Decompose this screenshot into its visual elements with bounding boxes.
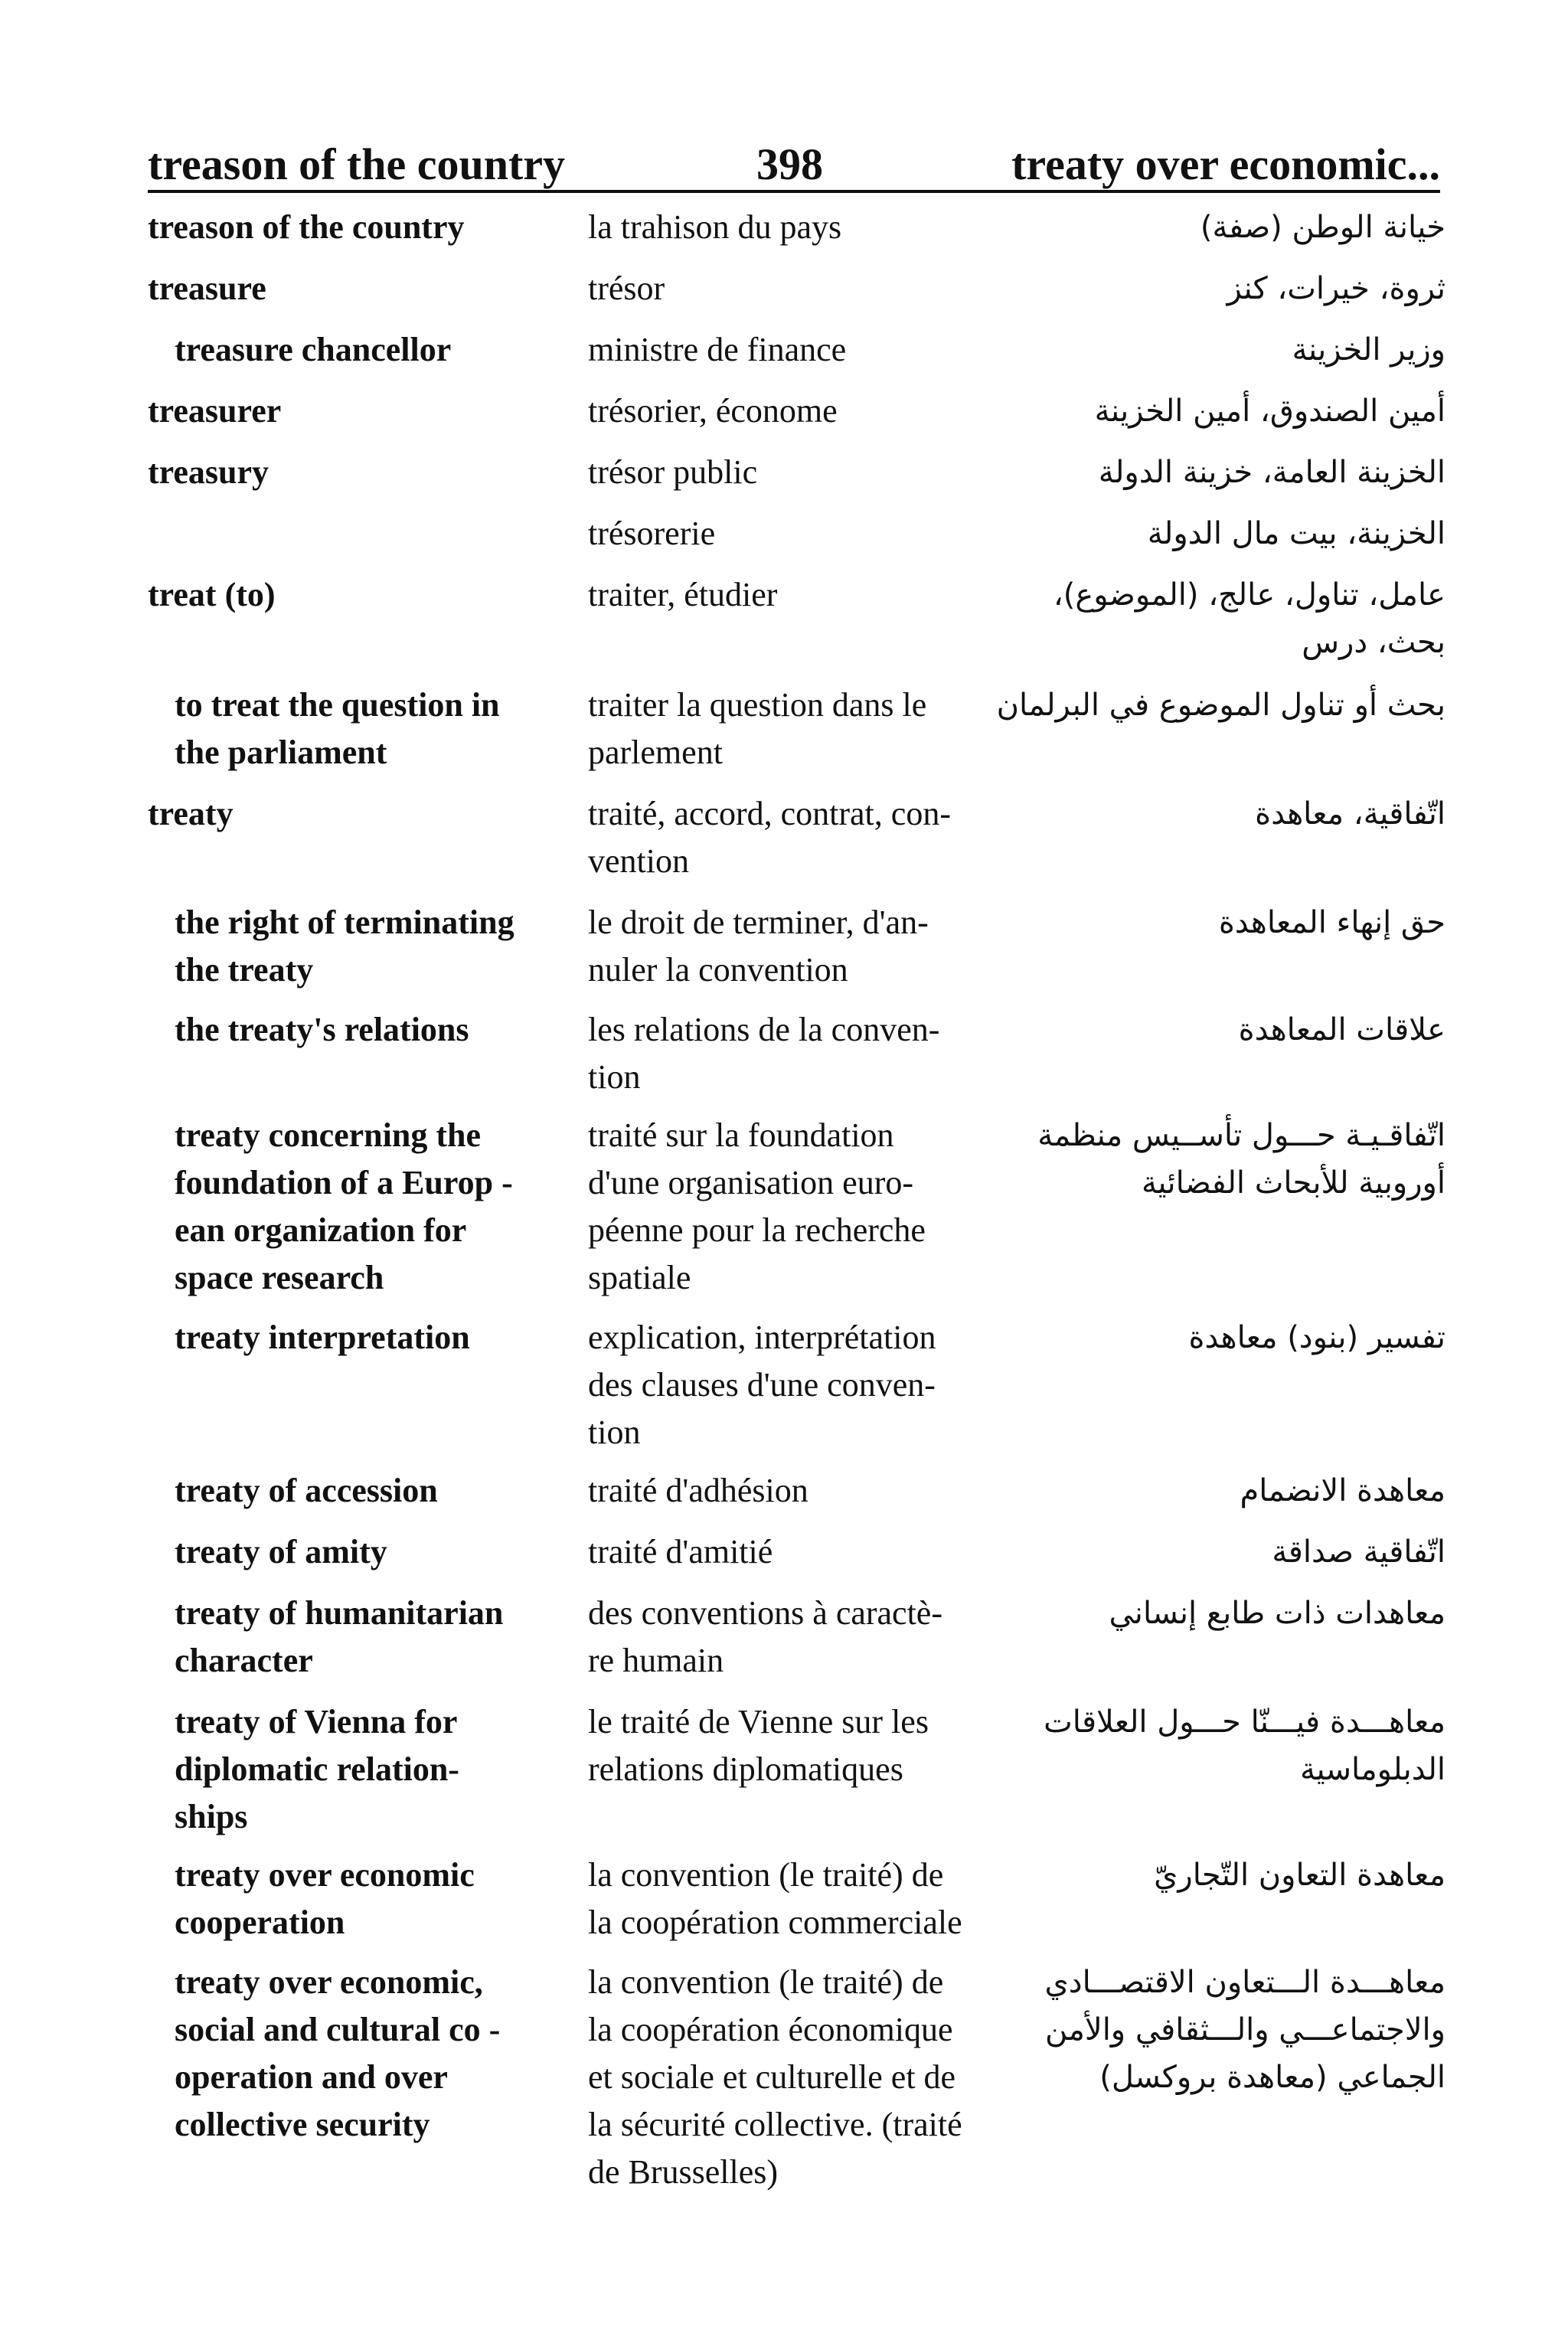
arabic-translation bbox=[1017, 204, 1446, 251]
french-translation-line: la convention (le traité) de bbox=[588, 1856, 944, 1894]
arabic-translation-line: أمين الصندوق، أمين الخزينة bbox=[1094, 394, 1446, 429]
english-term bbox=[175, 1314, 573, 1361]
english-term-line: treason of the country bbox=[148, 208, 465, 246]
french-translation-line: explication, interprétation bbox=[588, 1319, 936, 1356]
english-term bbox=[175, 326, 573, 374]
arabic-translation-line: معاهـــدة الـــتعاون الاقتصـــادي bbox=[1044, 1965, 1446, 2000]
french-translation bbox=[588, 449, 1001, 496]
french-translation bbox=[588, 1006, 1001, 1101]
english-term bbox=[148, 449, 577, 496]
arabic-translation bbox=[1017, 510, 1446, 557]
arabic-translation bbox=[1017, 1112, 1446, 1207]
french-translation-line: tion bbox=[588, 1058, 641, 1096]
arabic-translation bbox=[996, 681, 1446, 729]
french-translation-line: re humain bbox=[588, 1642, 724, 1679]
french-translation-line: trésorier, économe bbox=[588, 392, 838, 430]
english-term-line: treaty over economic bbox=[175, 1856, 475, 1894]
english-term-line: treaty over economic, bbox=[175, 1963, 483, 2001]
arabic-translation bbox=[1017, 1590, 1446, 1637]
french-translation-line: tion bbox=[588, 1414, 641, 1451]
french-translation bbox=[588, 1528, 1001, 1576]
arabic-translation-line: معاهـــدة فيـــنّا حـــول العلاقات bbox=[1044, 1704, 1446, 1740]
arabic-translation-line: أوروبية للأبحاث الفضائية bbox=[1141, 1165, 1446, 1201]
french-translation-line: trésor bbox=[588, 270, 665, 307]
french-translation-line: des conventions à caractè- bbox=[588, 1594, 942, 1632]
english-term-line: diplomatic relation- bbox=[175, 1750, 459, 1788]
english-term bbox=[148, 571, 577, 619]
arabic-translation-line: خيانة الوطن (صفة) bbox=[1200, 210, 1446, 245]
french-translation bbox=[588, 1698, 1001, 1793]
french-translation-line: la sécurité collective. (traité bbox=[588, 2106, 962, 2143]
english-term bbox=[175, 1959, 573, 2149]
french-translation bbox=[588, 790, 1001, 885]
arabic-translation-line: الخزينة، بيت مال الدولة bbox=[1147, 516, 1446, 551]
english-term-line: treasurer bbox=[148, 392, 282, 430]
arabic-translation-line: اتّفاقية صداقة bbox=[1272, 1534, 1446, 1570]
english-term-line: treaty concerning the bbox=[175, 1116, 481, 1154]
arabic-translation-line: معاهدة الانضمام bbox=[1240, 1473, 1446, 1508]
french-translation-line: traité, accord, contrat, con- bbox=[588, 795, 951, 832]
arabic-translation bbox=[1017, 1959, 1446, 2101]
arabic-translation bbox=[1017, 326, 1446, 374]
header-first-entry: treason of the country bbox=[148, 139, 566, 189]
arabic-translation-line: الدبلوماسية bbox=[1300, 1752, 1446, 1787]
english-term bbox=[175, 1528, 573, 1576]
french-translation-line: traiter la question dans le bbox=[588, 686, 927, 724]
arabic-translation bbox=[1017, 571, 1446, 666]
arabic-translation bbox=[1017, 1467, 1446, 1515]
english-term-line: treaty of amity bbox=[175, 1533, 387, 1570]
english-term-line: the treaty bbox=[175, 951, 314, 989]
french-translation-line: péenne pour la recherche bbox=[588, 1211, 926, 1249]
english-term bbox=[175, 1467, 573, 1515]
english-term bbox=[148, 387, 577, 435]
arabic-translation-line: علاقات المعاهدة bbox=[1238, 1012, 1446, 1047]
french-translation-line: d'une organisation euro- bbox=[588, 1164, 914, 1201]
english-term-line: treaty bbox=[148, 795, 234, 832]
arabic-translation-line: عامل، تناول، عالج، (الموضوع)، bbox=[1053, 577, 1446, 613]
arabic-translation-line: معاهدات ذات طابع إنساني bbox=[1109, 1596, 1446, 1631]
french-translation bbox=[588, 1959, 1001, 2196]
english-term-line: ean organization for bbox=[175, 1211, 467, 1249]
arabic-translation-line: الخزينة العامة، خزينة الدولة bbox=[1098, 455, 1446, 490]
arabic-translation bbox=[1017, 449, 1446, 496]
french-translation-line: la convention (le traité) de bbox=[588, 1963, 944, 2001]
english-term-line: the right of terminating bbox=[175, 904, 514, 941]
arabic-translation bbox=[1017, 387, 1446, 435]
english-term bbox=[148, 265, 577, 312]
arabic-translation bbox=[1017, 899, 1446, 946]
english-term-line: collective security bbox=[175, 2106, 430, 2143]
page-number: 398 bbox=[756, 139, 823, 189]
french-translation bbox=[588, 204, 1001, 251]
english-term-line: operation and over bbox=[175, 2058, 448, 2096]
arabic-translation-line: تفسير (بنود) معاهدة bbox=[1188, 1320, 1446, 1355]
arabic-translation-line: والاجتماعـــي والـــثقافي والأمن bbox=[1045, 2012, 1446, 2048]
english-term bbox=[175, 1112, 573, 1302]
english-term bbox=[148, 790, 577, 838]
french-translation-line: parlement bbox=[588, 734, 723, 771]
arabic-translation-line: بحث، درس bbox=[1302, 625, 1446, 660]
arabic-translation bbox=[1017, 1314, 1446, 1361]
english-term-line: cooperation bbox=[175, 1904, 345, 1941]
arabic-translation-line: اتّفاقية، معاهدة bbox=[1255, 796, 1446, 832]
french-translation-line: la trahison du pays bbox=[588, 208, 842, 246]
french-translation-line: trésorerie bbox=[588, 515, 716, 552]
french-translation-line: nuler la convention bbox=[588, 951, 848, 989]
french-translation bbox=[588, 1851, 1001, 1946]
english-term-line: the treaty's relations bbox=[175, 1011, 469, 1048]
english-term bbox=[175, 1006, 573, 1054]
french-translation bbox=[588, 1467, 1001, 1515]
arabic-translation-line: حق إنهاء المعاهدة bbox=[1218, 905, 1446, 940]
english-term-line: treaty of accession bbox=[175, 1472, 438, 1509]
french-translation-line: de Brusselles) bbox=[588, 2153, 779, 2191]
french-translation-line: relations diplomatiques bbox=[588, 1750, 903, 1788]
english-term-line: treasure chancellor bbox=[175, 331, 452, 368]
arabic-translation bbox=[1017, 265, 1446, 312]
arabic-translation bbox=[1017, 1006, 1446, 1054]
french-translation-line: et sociale et culturelle et de bbox=[588, 2058, 956, 2096]
french-translation bbox=[588, 681, 1001, 776]
english-term-line: foundation of a Europ - bbox=[175, 1164, 513, 1201]
arabic-translation bbox=[1017, 1851, 1446, 1899]
english-term-line: treaty of Vienna for bbox=[175, 1703, 458, 1740]
english-term-line: social and cultural co - bbox=[175, 2011, 501, 2048]
english-term-line: space research bbox=[175, 1259, 384, 1296]
english-term-line: ships bbox=[175, 1798, 248, 1835]
french-translation bbox=[588, 899, 1001, 994]
arabic-translation-line: بحث أو تناول الموضوع في البرلمان bbox=[996, 688, 1446, 723]
arabic-translation bbox=[1017, 1698, 1446, 1793]
english-term-line: treasury bbox=[148, 453, 270, 491]
french-translation-line: traiter, étudier bbox=[588, 576, 778, 613]
french-translation bbox=[588, 1112, 1001, 1302]
french-translation-line: spatiale bbox=[588, 1259, 691, 1296]
english-term-line: treat (to) bbox=[148, 576, 276, 613]
arabic-translation bbox=[1017, 790, 1446, 838]
arabic-translation-line: ثروة، خيرات، كنز bbox=[1227, 271, 1446, 306]
french-translation-line: les relations de la conven- bbox=[588, 1011, 940, 1048]
english-term-line: to treat the question in bbox=[175, 686, 500, 724]
header-last-entry: treaty over economic... bbox=[1011, 139, 1440, 189]
french-translation-line: trésor public bbox=[588, 453, 758, 491]
english-term bbox=[148, 204, 577, 251]
french-translation-line: vention bbox=[588, 842, 689, 880]
english-term bbox=[175, 1851, 573, 1946]
arabic-translation-line: اتّفاقـيـة حـــول تأســيس منظمة bbox=[1037, 1118, 1446, 1153]
arabic-translation bbox=[1017, 1528, 1446, 1576]
english-term-line: character bbox=[175, 1642, 313, 1679]
english-term bbox=[175, 1590, 573, 1685]
french-translation-line: des clauses d'une conven- bbox=[588, 1366, 936, 1404]
french-translation bbox=[588, 387, 1001, 435]
french-translation bbox=[588, 1590, 1001, 1685]
running-header bbox=[148, 129, 1440, 193]
arabic-translation-line: معاهدة التعاون التّجاريّ bbox=[1154, 1858, 1446, 1893]
french-translation bbox=[588, 510, 1001, 557]
arabic-translation-line: الجماعي (معاهدة بروكسل) bbox=[1099, 2060, 1446, 2095]
english-term-line: treaty of humanitarian bbox=[175, 1594, 504, 1632]
french-translation-line: la coopération commerciale bbox=[588, 1904, 962, 1941]
french-translation bbox=[588, 326, 1001, 374]
english-term bbox=[175, 899, 573, 994]
french-translation-line: la coopération économique bbox=[588, 2011, 953, 2048]
french-translation-line: le traité de Vienne sur les bbox=[588, 1703, 929, 1740]
french-translation bbox=[588, 1314, 1001, 1456]
french-translation bbox=[588, 265, 1001, 312]
english-term bbox=[175, 1698, 573, 1841]
english-term-line: treaty interpretation bbox=[175, 1319, 470, 1356]
french-translation-line: le droit de terminer, d'an- bbox=[588, 904, 929, 941]
arabic-translation-line: وزير الخزينة bbox=[1292, 332, 1446, 368]
french-translation-line: ministre de finance bbox=[588, 331, 847, 368]
french-translation-line: traité d'adhésion bbox=[588, 1472, 808, 1509]
english-term-line: the parliament bbox=[175, 734, 387, 771]
french-translation-line: traité sur la foundation bbox=[588, 1116, 894, 1154]
french-translation bbox=[588, 571, 1001, 619]
french-translation-line: traité d'amitié bbox=[588, 1533, 773, 1570]
english-term-line: treasure bbox=[148, 270, 266, 307]
english-term bbox=[175, 681, 573, 776]
